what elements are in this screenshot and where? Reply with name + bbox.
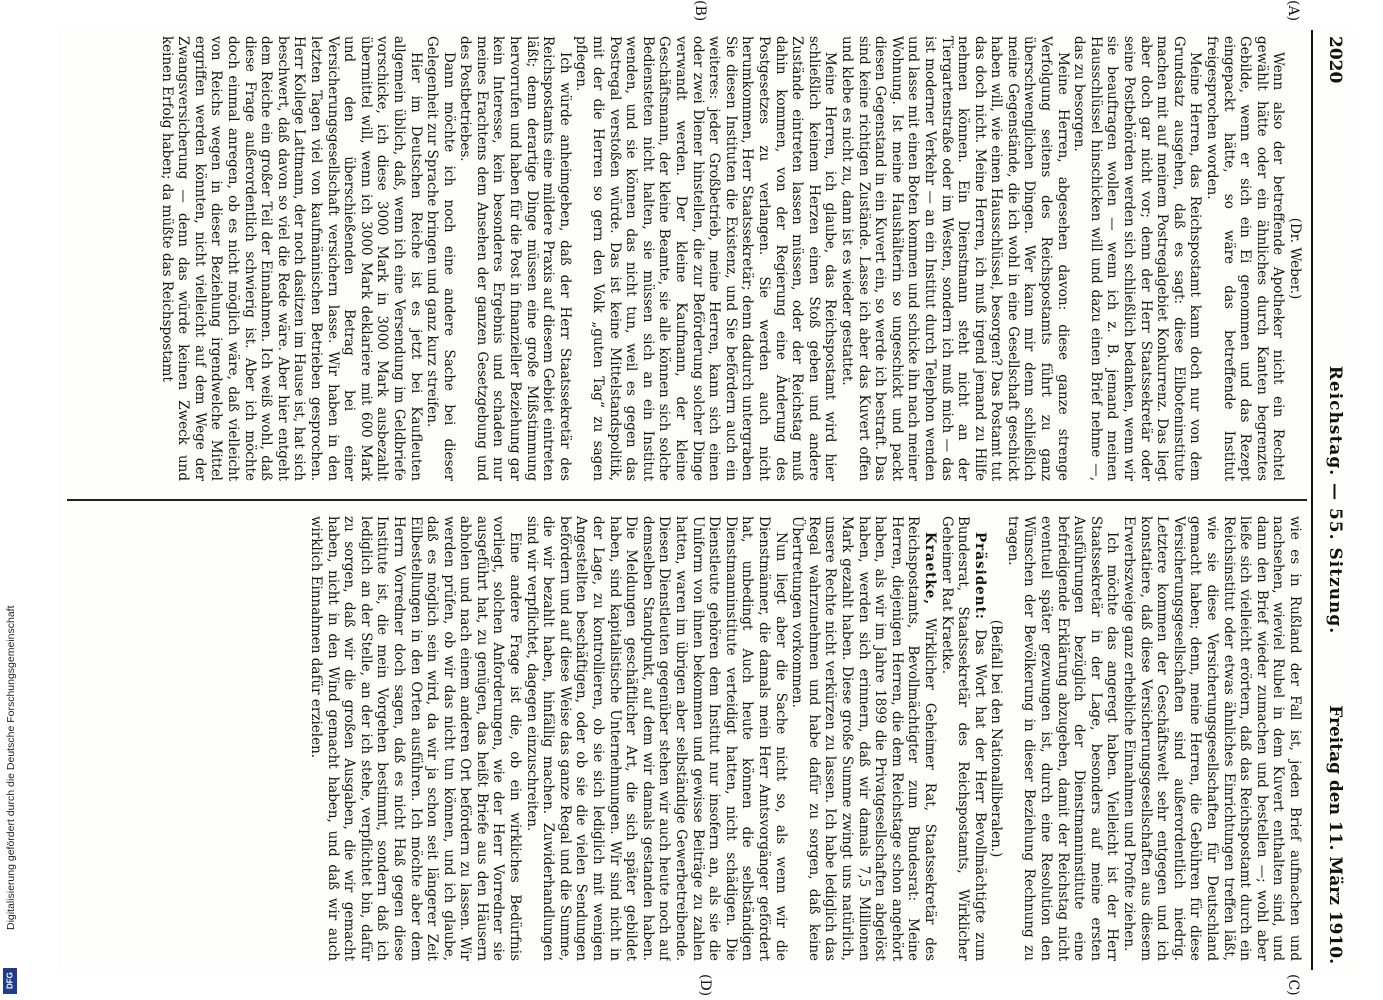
margin-mark-d: (D) — [697, 974, 713, 997]
president-speaker: Präsident: — [971, 532, 988, 620]
right-column — [68, 516, 1303, 961]
paragraph: Meine Herren, das Reichspostamt kann doch nur von dem Grundsatz ausgehen, daß es sagt: diese Eilboteninstitute machen mit auf meinem Postregalgebiet Konkurrenz. Das liegt aber doch gar nicht vor; denn der Herr Staatssekretär oder seine Postbehörden werden sich schließlich bedanken, wenn wir sie beauftragen wollen — wenn ich z. B. jemand meinen Hausschlüssel hinschicken will und dazu einen Brief nehme —, das zu besorgen. — [1071, 36, 1204, 481]
margin-mark-c: (C) — [1285, 974, 1301, 996]
page-number: 2020 — [1325, 36, 1345, 84]
digitization-credit-text: Digitalisierung gefördert durch die Deutsche Forschungsgemeinschaft — [5, 605, 17, 930]
paragraph: Meine Herren, ich glaube, das Reichspostamt wird hier schließlich keinem Herzen einen Stoß geben und andere Zustände eintreten lassen müssen, oder der Reichstag muß dahin kommen, von der Regierung eine Änderung des Postgesetzes zu verlangen. Sie werden auch nicht herumkommen, Herr Staatssekretär; denn dadurch untergraben Sie diesen Instituten die Existenz, und Sie befördern auch ein weiteres: jeder Großbetrieb, meine Herren, kann sich einen oder zwei Diener hinstellen, die zur Beförderung solcher Dinge verwandt werden. Der kleine Kaufmann, der kleine Geschäftsmann, der kleine Beamte, sie alle können sich solche Bediensteten nicht halten, sie müssen sich an ein Institut wenden, und sie können das nicht tun, weil es gegen das Postregal verstoßen würde. Das ist keine Mittelstandspolitik, mit der die Herren so gern den Volk „guten Tag“ zu sagen pflegen. — [573, 36, 839, 481]
session-date: Freitag den 11. März 1910. — [1325, 705, 1345, 964]
kraetke-speaker: Kraetke, — [921, 532, 938, 606]
left-column — [68, 36, 1303, 481]
paragraph: Hier im Deutschen Reiche ist es jetzt bei Kaufleuten allgemein üblich, daß, wenn ich eine Versendung im Geldbriefe vorschicke, ich diese 3000 Mark in 3000 Mark ausbezahlt übermittel will, wenn ich 3000 Mark deklariere mit 600 Mark und den überschießenden Betrag bei einer Versicherungsgesellschaft versichern lasse. Wir haben in den letzten Tagen viel von kaufmännischen Betrieben gesprochen. Herr Kollege Lattmann, der noch dasitzen im Hause ist, hat sich beschwert, daß davon so viel die Rede wäre. Aber hier entgeht dem Reiche ein großer Teil der Einnahmen. Ich weiß wohl, daß diese Frage außerordentlich schwierig ist. Aber ich möchte doch einmal anregen, ob es nicht möglich wäre, daß vielleicht von Reichs wegen in dieser Beziehung irgendwelche Mittel ergriffen werden könnten, nicht vielleicht auf dem Wege der Zwangsversicherung — denn das würde keinen Zweck und keinen Erfolg haben; da müßte das Reichspostamt — [158, 36, 424, 481]
paragraph: Eine andere Frage ist die, ob ein wirkliches Bedürfnis vorliegt, solchen Anforderungen, wie der Herr Vorredner sie ausgeführt hat, zu genügen, das heißt Briefe aus den Häusern abholen und nach einem anderen Ort befördern zu lassen. Wir werden prüfen, ob wir das nicht tun können, und ich glaube, daß es möglich sein wird, da wir ja schon seit längerer Zeit Eilbestellungen in den Orten ausführen. Ich möchte aber dem Herrn Vorredner doch sagen, daß es nicht Haß gegen diese Institute ist, die mein Vorgehen bestimmt, sondern daß ich lediglich an der Stelle, an der ich stehe, verpflichtet bin, dafür zu sorgen, daß wir die großen Ausgaben, die wir gemacht haben, nicht in den Wind gemacht haben, und daß wir auch wirklich Einnahmen dafür erzielen. — [307, 516, 524, 961]
applause-note: (Beifall bei den Nationalliberalen.) — [988, 619, 1005, 858]
paragraph: Meine Herren, abgesehen davon: diese ganze strenge Verfolgung seitens des Reichspostamts führt zu ganz überschwenglichen Dingen. Wer kann mir denn schließlich meine Gegenstände, die ich wohl in eine Gesellschaft geschickt haben will, wie einen Hausschlüssel, besorgen? Das Postamt tut das doch nicht. Meine Herren, ich muß irgend jemand zu Hilfe nehmen können. Ein Dienstmann steht nicht an der Tiergartenstraße oder im Westen, sondern ich muß mich — das ist moderner Verkehr — an ein Institut durch Telephon wenden und lasse mit einen Boten kommen und schicke ihn nach meiner Wohnung. Ist meine Haushälterin so ungeschickt und packt diesen Gegenstand in ein Kuvert ein, so werde ich bestraft. Das sind keine richtigen Zustände. Lasse ich aber das Kuvert offen und klebe es nicht zu, dann ist es wieder gestattet. — [838, 36, 1071, 481]
president-paragraph — [938, 516, 988, 961]
paragraph: Wenn also der betreffende Apotheker nicht ein Rechtel gewählt hätte oder ein ähnliches durch Kanten begrenztes Gebilde, wenn er sich ein Ei genommen und das Rezept eingepackt hätte, so wäre das betreffende Institut freigesprochen worden. — [1204, 36, 1287, 481]
president-text: Das Wort hat der Herr Bevollmächtigte zum Bundesrat, Staatssekretär des Reichspostamts, Wirklicher Geheimer Rat Kraetke. — [938, 516, 988, 961]
digitization-credit — [2, 605, 20, 985]
kraetke-paragraph — [789, 516, 938, 961]
scanned-page — [58, 0, 1353, 997]
speaker-prefix: (Dr. Weber.) — [1287, 217, 1303, 300]
page-title: Reichstag. — 55. Sitzung. — [1325, 365, 1345, 635]
header-rule — [1311, 30, 1313, 970]
page-header — [1313, 30, 1353, 970]
column-divider — [67, 499, 1307, 501]
margin-mark-a: (A) — [1285, 0, 1301, 22]
margin-mark-b: (B) — [692, 0, 708, 22]
paragraph: wie es in Rußland der Fall ist, jeden Brief aufmachen und nachsehen, wieviel Rubel in dem Kuvert enthalten sind, und dann den Brief wieder zumachen und bestellen —; wohl aber ließe sich vielleicht erörtern, daß das Reichspostamt durch ein Reichsinstitut oder etwas ähnliches Einrichtungen treffen läßt, wie sie diese Versicherungsgesellschaften für Deutschland gemacht haben; denn, meine Herren, die Gebühren für diese Versicherungsgesellschaften sind außerordentlich niedrig. Letztere kommen der Geschäftswelt sehr entgegen und ich konstatiere, daß diese Versicherungsgesellschaften aus diesem Erwerbszweige ganz erhebliche Einnahmen und Profite ziehen. — [1121, 516, 1303, 961]
paragraph: Nun liegt aber die Sache nicht so, als wenn wir die Dienstmänner, die damals mein Herr Amtsvorgänger gefördert hat, unbedingt Auch heute können die selbständigen Dienstmanninstitute verteidigt hatten, nicht schädigen. Die Dienstleute gehören dem Institut nur insofern an, als sie die Uniform von ihnen bekommen und gewisse Beiträge zu zahlen hatten, waren im übrigen aber selbständige Gewerbetreibende. Diesen Dienstleuten gegenüber stehen wir auch heute noch auf demselben Standpunkt, auf dem wir damals gestanden haben. Die Meldungen geschäftlicher Art, die sich später gebildet haben, sind kapitalistische Unternehmungen. Wir sind nicht in der Lage, zu kontrollieren, ob sie sich lediglich mit wenigen Angestellten beschäftigen, oder ob sie die vielen Sendungen befördern und auf diese Weise das ganze Regal und die Summe, die wir bezahlt haben, hinfällig machen. Zuwiderhandlungen sind wir verpflichtet, dagegen einzuschreiten. — [523, 516, 789, 961]
kraetke-text: Wirklicher Geheimer Rat, Staatssekretär des Reichspostamts, Bevollmächtigter zum Bundesrat: Meine Herren, diejenigen Herren, die dem Reichstage schon angehört haben, als wir im Jahre 1899 die Privatgesellschaften abgelöst haben, werden sich erinnern, daß wir damals 7,5 Millionen Mark gezahlt haben. Diese große Summe zwingt uns natürlich, unsere Rechte nicht verkürzen zu lassen. Ich habe lediglich das Regal wahrzunehmen und habe dafür zu sorgen, daß keine Übertretungen vorkommen. — [789, 516, 938, 961]
paragraph: Ich möchte das angeregt haben. Vielleicht ist der Herr Staatssekretär in der Lage, besonders auf meine ersten Ausführungen bezüglich der Dienstmanninstitute eine befriedigende Erklärung abzugeben, damit der Reichstag nicht eventuell später gezwungen ist, durch eine Resolution den Wünschen der Bevölkerung in dieser Beziehung Rechnung zu tragen. — [1004, 516, 1121, 961]
dfg-logo-text: DFG — [5, 972, 15, 990]
paragraph: Dann möchte ich noch eine andere Sache bei dieser Gelegenheit zur Sprache bringen und ganz kurz streifen. — [424, 36, 457, 481]
paragraph: Ich würde anheimgeben, daß der Herr Staatssekretär des Reichspostamts eine mildere Praxis auf diesem Gebiet eintreten läßt; denn derartige Dinge müssen eine große Mißstimmung hervorrufen und haben für die Post in finanzieller Beziehung gar kein Interesse, kein besonderes Ergebnis und schaden nur meines Erachtens dem Ansehen der ganzen Gesetzgebung und des Postbetriebes. — [457, 36, 573, 481]
dfg-logo-icon — [3, 968, 17, 994]
